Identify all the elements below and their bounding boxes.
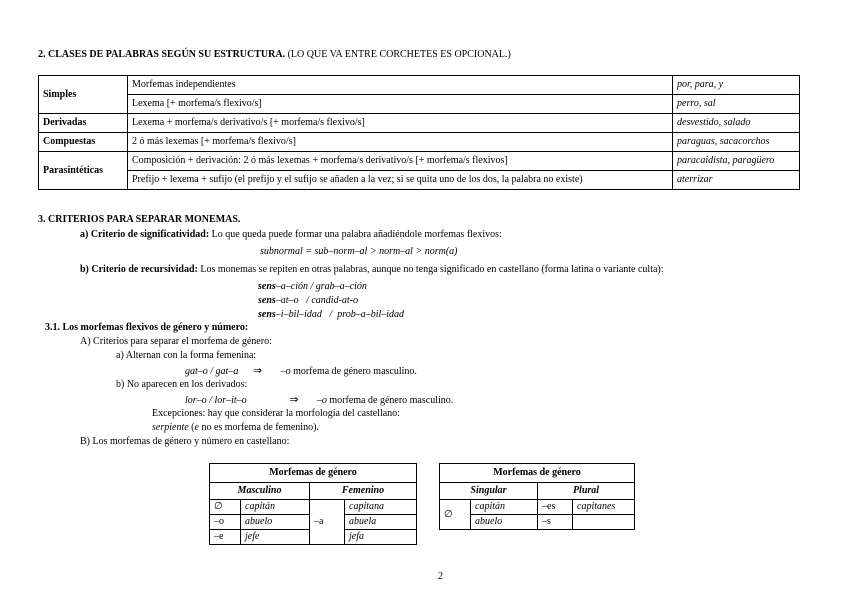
example-word: gat–o / gat–a (185, 366, 239, 377)
plural-word: capitanes (573, 500, 635, 515)
criteria-a-heading: A) Criterios para separar el morfema de género: (80, 336, 272, 347)
criterion-b-text: Los monemas se repiten en otras palabras, aunque no tenga significado en castellano (forma latina o variante culta): (197, 264, 664, 275)
column-header-feminine: Femenino (310, 483, 417, 500)
table-row (39, 76, 800, 95)
exceptions-example (152, 422, 319, 434)
criterion-b (80, 264, 664, 276)
example-root: sens (258, 281, 276, 292)
section-3-1-title: 3.1. Los morfemas flexivos de género y número: (45, 322, 249, 333)
table-title: Morfemas de género (210, 464, 417, 483)
section-2-title (38, 49, 511, 61)
fem-morpheme: –a (310, 500, 345, 545)
criteria-b-heading: B) Los morfemas de género y número en castellano: (80, 436, 290, 447)
singular-word: capitán (471, 500, 538, 515)
plural-morpheme: –es (538, 500, 573, 515)
morpheme: –o (316, 395, 327, 406)
page-number: 2 (438, 571, 443, 582)
class-label-compuestas: Compuestas (39, 133, 128, 152)
morpheme: –o (280, 366, 291, 377)
singular-word: abuelo (471, 515, 538, 530)
singular-morpheme: ∅ (440, 500, 471, 530)
recursivity-example-3 (258, 309, 404, 321)
class-description: Lexema [+ morfema/s flexivo/s] (128, 95, 673, 114)
implies-arrow-icon: ⇒ (289, 393, 299, 406)
section-3-title: 3. CRITERIOS PARA SEPARAR MONEMAS. (38, 214, 241, 225)
example-root: sens (258, 295, 276, 306)
table-row (39, 152, 800, 171)
criterion-a (80, 229, 502, 241)
plural-morpheme: –s (538, 515, 573, 530)
class-example: por, para, y (673, 76, 800, 95)
fem-word: jefa (345, 530, 417, 545)
paren-open: ( (188, 422, 195, 433)
example-word: serpiente (152, 422, 189, 433)
number-morphemes-table (439, 463, 635, 530)
masc-morpheme: ∅ (210, 500, 241, 515)
class-label-parasinteticas: Parasintéticas (39, 152, 128, 190)
masc-morpheme: –e (210, 530, 241, 545)
fem-word: abuela (345, 515, 417, 530)
class-example: desvestido, salado (673, 114, 800, 133)
class-example: paraguas, sacacorchos (673, 133, 800, 152)
criterion-a-example: subnormal = sub–norm–al > norm–al > norm(a) (260, 246, 458, 257)
column-header-masculine: Masculino (210, 483, 310, 500)
morpheme-result: morfema de género masculino. (326, 395, 454, 406)
class-description: Lexema + morfema/s derivativo/s [+ morfema/s flexivo/s] (128, 114, 673, 133)
table-row (39, 95, 800, 114)
column-header-singular: Singular (440, 483, 538, 500)
class-description: Composición + derivación: 2 ó más lexemas + morfema/s derivativo/s [+ morfema/s flexivos] (128, 152, 673, 171)
class-description: Prefijo + lexema + sufijo (el prefijo y el sufijo se añaden a la vez; si se quita uno de los dos, la palabra no existe) (128, 171, 673, 190)
table-row (39, 114, 800, 133)
recursivity-example-1 (258, 281, 367, 293)
masc-word: abuelo (241, 515, 310, 530)
masc-word: jefe (241, 530, 310, 545)
table-row (210, 464, 417, 483)
table-row (440, 500, 635, 515)
class-label-simples: Simples (39, 76, 128, 114)
criterion-a-text: Lo que queda puede formar una palabra añadiéndole morfemas flexivos: (209, 229, 502, 240)
column-header-plural: Plural (538, 483, 635, 500)
masc-morpheme: –o (210, 515, 241, 530)
example-rest: –a–ción / grab–a–ción (275, 281, 367, 292)
example-word: lor–o / lor–it–o (185, 395, 247, 406)
recursivity-example-2 (258, 295, 358, 307)
morpheme: e (194, 422, 199, 433)
criterion-derivatives: b) No aparecen en los derivados: (116, 379, 248, 390)
criterion-b-label: b) Criterio de recursividad: (80, 264, 198, 275)
table-row (39, 171, 800, 190)
criterion-a-label: a) Criterio de significatividad: (80, 229, 210, 240)
section-2-title-bold: 2. CLASES DE PALABRAS SEGÚN SU ESTRUCTURA. (38, 49, 286, 60)
example-gato (185, 365, 417, 378)
gender-morphemes-table (209, 463, 417, 545)
example-loro (185, 394, 453, 407)
class-example: perro, sal (673, 95, 800, 114)
class-description: 2 ó más lexemas [+ morfema/s flexivo/s] (128, 133, 673, 152)
example-root: sens (258, 309, 276, 320)
exception-rest: no es morfema de femenino). (198, 422, 319, 433)
word-classes-table (38, 75, 800, 190)
class-label-derivadas: Derivadas (39, 114, 128, 133)
fem-word: capitana (345, 500, 417, 515)
table-title: Morfemas de género (440, 464, 635, 483)
criterion-alternate: a) Alternan con la forma femenina: (116, 350, 257, 361)
implies-arrow-icon: ⇒ (252, 364, 263, 377)
table-row (440, 464, 635, 483)
table-row (210, 483, 417, 500)
table-row (440, 483, 635, 500)
plural-word (573, 515, 635, 530)
table-row (210, 500, 417, 515)
class-example: paracaidista, paragüero (673, 152, 800, 171)
morpheme-result: morfema de género masculino. (290, 366, 417, 377)
masc-word: capitán (241, 500, 310, 515)
exceptions-note: Excepciones: hay que considerar la morfología del castellano: (152, 408, 400, 419)
table-row (39, 133, 800, 152)
example-rest: –at–o / candid-at-o (275, 295, 359, 306)
class-description: Morfemas independientes (128, 76, 673, 95)
section-2-title-note: (LO QUE VA ENTRE CORCHETES ES OPCIONAL.) (285, 49, 511, 60)
example-rest: –i–bil–idad / prob–a–bil–idad (275, 309, 405, 320)
class-example: aterrizar (673, 171, 800, 190)
